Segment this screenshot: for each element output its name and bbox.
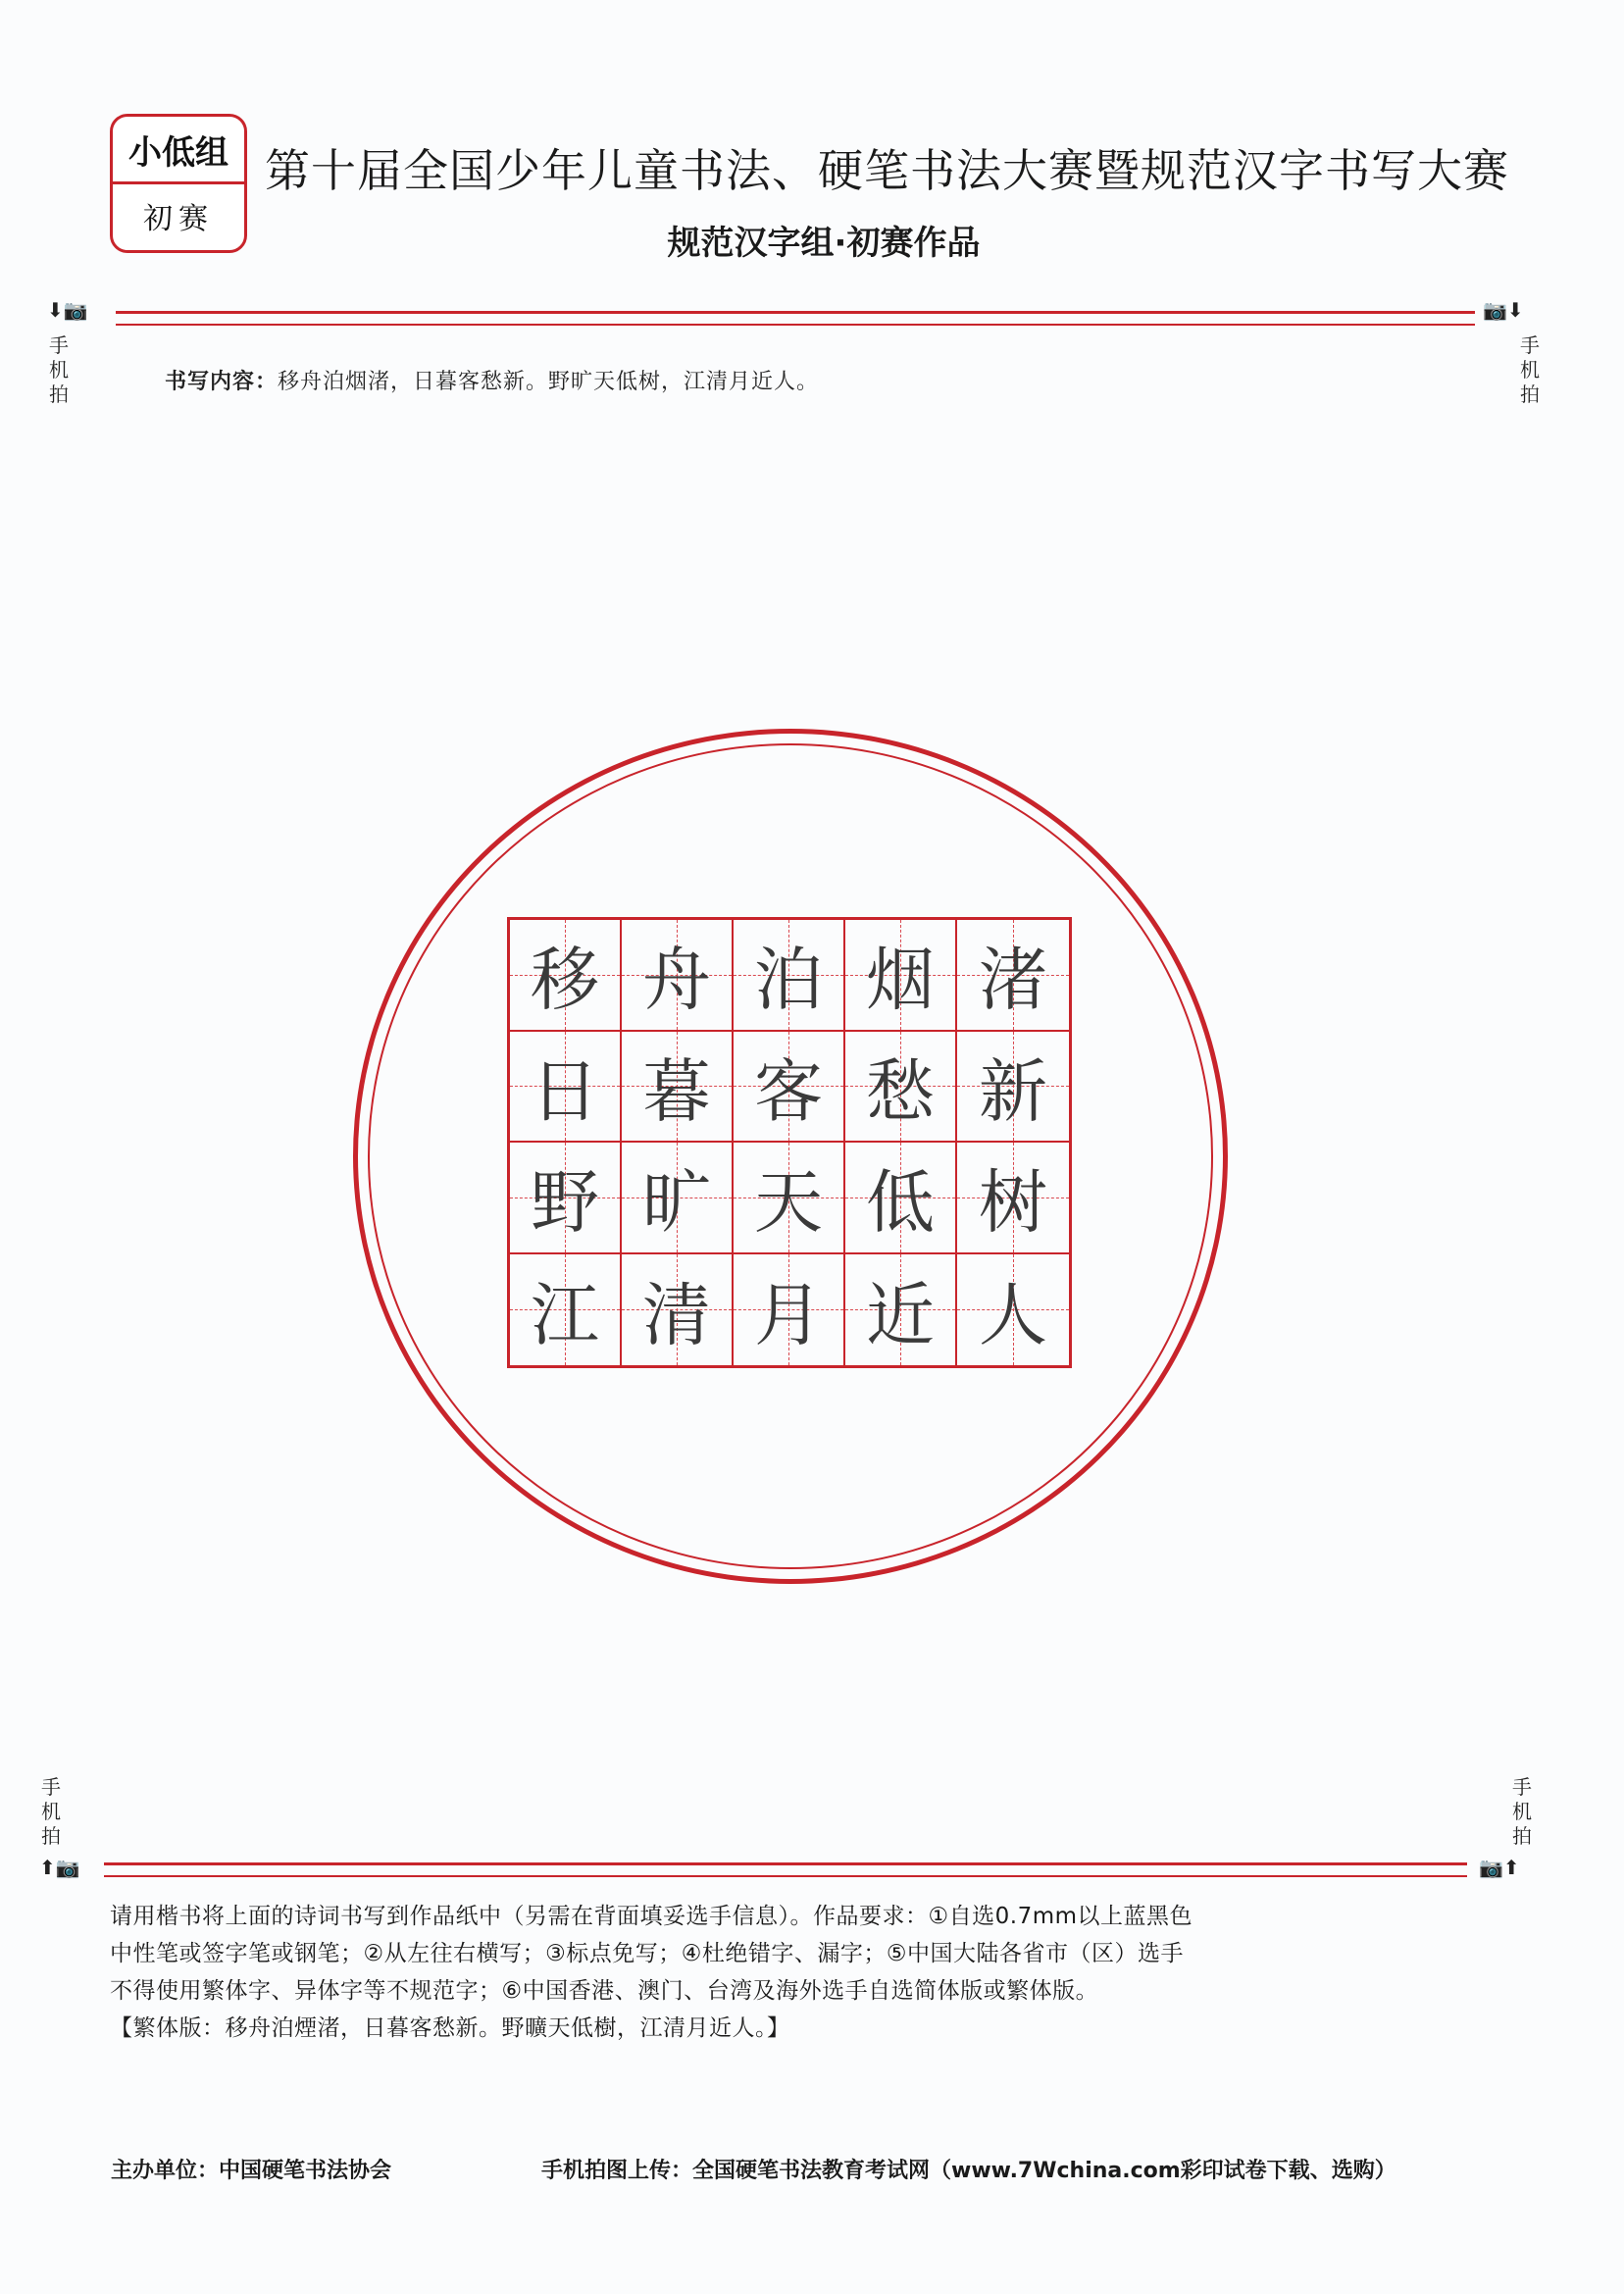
grid-cell: 新: [957, 1032, 1069, 1144]
grid-cell: 月: [734, 1254, 845, 1366]
badge-group-label: 小低组: [113, 117, 244, 184]
camera-icon: 📷⬇: [1483, 298, 1524, 322]
bottom-rule-1: [104, 1862, 1467, 1865]
page-subtitle: 规范汉字组·初赛作品: [667, 224, 981, 263]
grid-cell: 江: [510, 1254, 622, 1366]
grid-cell: 旷: [622, 1143, 734, 1254]
grid-cell: 树: [957, 1143, 1069, 1254]
grid-cell: 天: [734, 1143, 845, 1254]
instruction-line: 【繁体版：移舟泊煙渚，日暮客愁新。野曠天低樹，江清月近人。】: [110, 2015, 790, 2041]
camera-icon: 📷⬆: [1479, 1856, 1520, 1879]
top-rule-2: [116, 324, 1475, 326]
grid-cell: 客: [734, 1032, 845, 1144]
grid-cell: 烟: [845, 920, 957, 1032]
organizer: 主办单位：中国硬笔书法协会: [111, 2159, 392, 2183]
instruction-line: 中性笔或签字笔或钢笔；②从左往右横写；③标点免写；④杜绝错字、漏字；⑤中国大陆各省市（区）选手: [110, 1941, 1184, 1966]
content-line: [165, 365, 819, 395]
writing-grid: [507, 917, 1072, 1368]
grid-cell: 清: [622, 1254, 734, 1366]
grid-cell: 低: [845, 1143, 957, 1254]
grid-cell: 人: [957, 1254, 1069, 1366]
phone-photo-label-tr: 手机拍: [1520, 333, 1540, 406]
instruction-line: 不得使用繁体字、异体字等不规范字；⑥中国香港、澳门、台湾及海外选手自选简体版或繁体版。: [110, 1978, 1099, 2004]
upload-info: 手机拍图上传：全国硬笔书法教育考试网（www.7Wchina.com彩印试卷下载、选购）: [541, 2159, 1396, 2183]
grid-cell: 暮: [622, 1032, 734, 1144]
bottom-rule-2: [104, 1875, 1467, 1877]
group-badge: [110, 114, 247, 253]
grid-cell: 野: [510, 1143, 622, 1254]
content-label: 书写内容：: [165, 370, 279, 394]
grid-cell: 泊: [734, 920, 845, 1032]
grid-cell: 日: [510, 1032, 622, 1144]
phone-photo-label-tl: 手机拍: [49, 333, 69, 406]
content-text: 移舟泊烟渚，日暮客愁新。野旷天低树，江清月近人。: [278, 370, 820, 394]
grid-cell: 舟: [622, 920, 734, 1032]
grid-cell: 近: [845, 1254, 957, 1366]
instruction-line: 请用楷书将上面的诗词书写到作品纸中（另需在背面填妥选手信息）。作品要求：①自选0.7mm以上蓝黑色: [110, 1904, 1193, 1929]
grid-cell: 移: [510, 920, 622, 1032]
camera-icon: ⬆📷: [39, 1856, 80, 1879]
phone-photo-label-br: 手机拍: [1512, 1775, 1532, 1848]
page-title: 第十届全国少年儿童书法、硬笔书法大赛暨规范汉字书写大赛: [265, 144, 1509, 197]
instructions: [110, 1898, 1493, 2047]
grid-cell: 愁: [845, 1032, 957, 1144]
camera-icon: ⬇📷: [47, 298, 88, 322]
phone-photo-label-bl: 手机拍: [41, 1775, 61, 1848]
grid-cell: 渚: [957, 920, 1069, 1032]
top-rule-1: [116, 311, 1475, 314]
badge-stage-label: 初赛: [143, 202, 214, 236]
